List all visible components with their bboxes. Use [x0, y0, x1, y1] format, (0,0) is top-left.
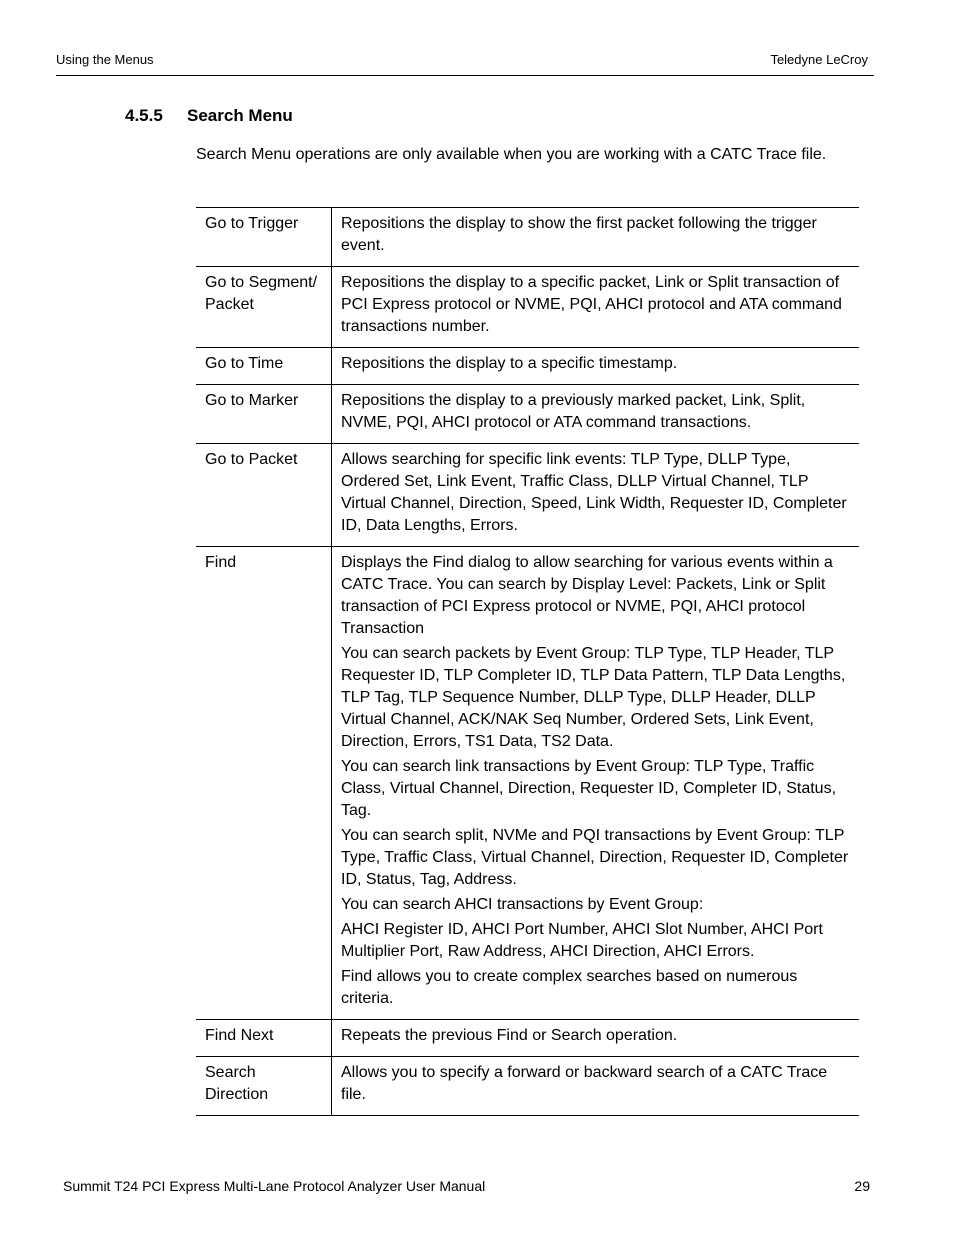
- description-paragraph: Repositions the display to a specific packet, Link or Split transaction of PCI Express protocol or NVME, PQI, AHCI protocol and ATA command transactions number.: [341, 274, 842, 335]
- table-row: [196, 444, 859, 547]
- description-paragraph: You can search link transactions by Event Group: TLP Type, Traffic Class, Virtual Channel, Direction, Requester ID, Completer ID, Status, Tag.: [341, 758, 837, 819]
- menu-item-name: Go to Marker: [196, 385, 332, 444]
- description-paragraph: Repeats the previous Find or Search operation.: [341, 1027, 678, 1044]
- menu-item-description: [332, 267, 860, 348]
- menu-item-name: Go to Trigger: [196, 208, 332, 267]
- section-heading: [125, 106, 293, 126]
- table-row: [196, 385, 859, 444]
- description-paragraph: Allows you to specify a forward or backward search of a CATC Trace file.: [341, 1064, 828, 1103]
- intro-paragraph: Search Menu operations are only available when you are working with a CATC Trace file.: [196, 146, 827, 163]
- running-header-right: Teledyne LeCroy: [770, 52, 868, 67]
- description-paragraph: Repositions the display to a specific timestamp.: [341, 355, 678, 372]
- running-header-left: Using the Menus: [56, 52, 154, 67]
- table-row: [196, 1057, 859, 1116]
- menu-item-name: Find: [196, 547, 332, 1020]
- description-paragraph: AHCI Register ID, AHCI Port Number, AHCI Slot Number, AHCI Port Multiplier Port, Raw Address, AHCI Direction, AHCI Errors.: [341, 921, 823, 960]
- menu-item-description: [332, 547, 860, 1020]
- menu-item-name: Go to Packet: [196, 444, 332, 547]
- description-paragraph: Displays the Find dialog to allow searching for various events within a CATC Trace. You can search by Display Level: Packets, Link or Split transaction of PCI Express protocol or NVME, PQI, AHCI protocol Transaction: [341, 554, 833, 637]
- menu-item-description: [332, 444, 860, 547]
- table-row: [196, 1020, 859, 1057]
- description-paragraph: Allows searching for specific link events: TLP Type, DLLP Type, Ordered Set, Link Event, Traffic Class, DLLP Virtual Channel, TLP Virtual Channel, Direction, Speed, Link Width, Requester ID, Completer ID, Data Lengths, Errors.: [341, 451, 847, 534]
- description-paragraph: Repositions the display to a previously marked packet, Link, Split, NVME, PQI, AHCI protocol or ATA command transactions.: [341, 392, 806, 431]
- description-paragraph: You can search AHCI transactions by Event Group:: [341, 896, 704, 913]
- description-paragraph: Repositions the display to show the first packet following the trigger event.: [341, 215, 817, 254]
- menu-item-description: [332, 385, 860, 444]
- menu-item-name: Go to Segment/ Packet: [196, 267, 332, 348]
- menu-item-name: Search Direction: [196, 1057, 332, 1116]
- header-rule: [56, 75, 874, 76]
- menu-item-name: Go to Time: [196, 348, 332, 385]
- description-paragraph: You can search packets by Event Group: TLP Type, TLP Header, TLP Requester ID, TLP Completer ID, TLP Data Pattern, TLP Data Lengths, TLP Tag, TLP Sequence Number, DLLP Type, DLLP Header, DLLP Virtual Channel, ACK/NAK Seq Number, Ordered Sets, Link Event, Direction, Errors, TS1 Data, TS2 Data.: [341, 645, 846, 750]
- search-menu-table: [196, 207, 859, 1116]
- menu-item-description: [332, 1057, 860, 1116]
- description-paragraph: You can search split, NVMe and PQI transactions by Event Group: TLP Type, Traffic Class, Virtual Channel, Direction, Requester ID, Completer ID, Status, Tag, Address.: [341, 827, 849, 888]
- menu-item-description: [332, 348, 860, 385]
- page-number: 29: [854, 1178, 870, 1194]
- table-row: [196, 348, 859, 385]
- footer-manual-title: Summit T24 PCI Express Multi-Lane Protocol Analyzer User Manual: [63, 1178, 486, 1194]
- table-row: [196, 267, 859, 348]
- menu-item-name: Find Next: [196, 1020, 332, 1057]
- menu-item-description: [332, 208, 860, 267]
- table-row: [196, 547, 859, 1020]
- table-row: [196, 208, 859, 267]
- description-paragraph: Find allows you to create complex searches based on numerous criteria.: [341, 968, 798, 1007]
- section-number: 4.5.5: [125, 106, 163, 125]
- menu-item-description: [332, 1020, 860, 1057]
- section-title: Search Menu: [187, 106, 293, 125]
